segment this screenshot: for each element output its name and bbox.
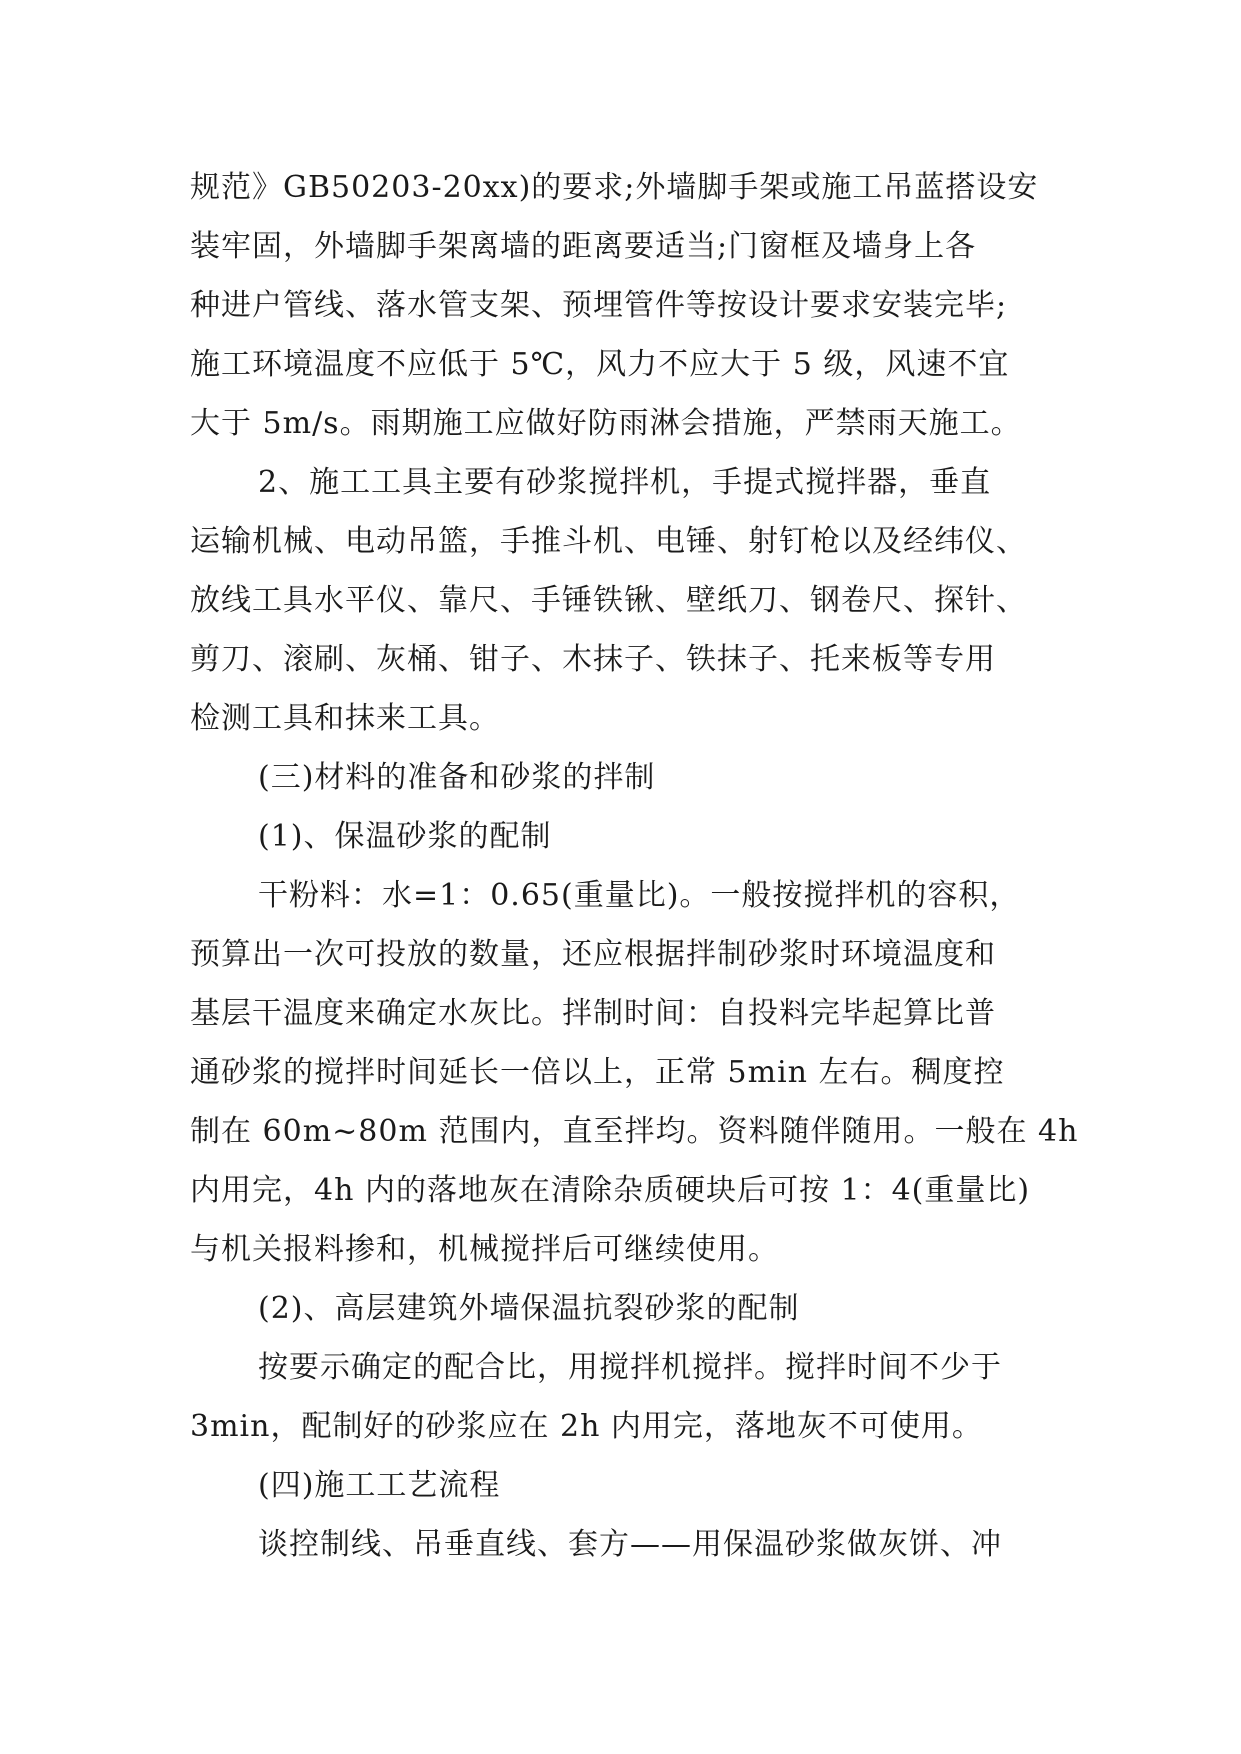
document-line: 运输机械、电动吊篮，手推斗机、电锤、射钉枪以及经纬仪、 xyxy=(190,524,1027,559)
document-line: 2、施工工具主要有砂浆搅拌机，手提式搅拌器，垂直 xyxy=(258,465,992,500)
document-line: 施工环境温度不应低于 5℃，风力不应大于 5 级，风速不宜 xyxy=(190,347,1010,382)
document-line: 按要示确定的配合比，用搅拌机搅拌。搅拌时间不少于 xyxy=(258,1350,1002,1385)
document-line: 通砂浆的搅拌时间延长一倍以上，正常 5min 左右。稠度控 xyxy=(190,1055,1005,1090)
document-line: 放线工具水平仪、靠尺、手锤铁锹、壁纸刀、钢卷尺、探针、 xyxy=(190,583,1027,618)
document-line: (三)材料的准备和砂浆的拌制 xyxy=(258,760,656,795)
document-body xyxy=(190,158,1079,1574)
document-line: (四)施工工艺流程 xyxy=(258,1468,501,1503)
document-line: 预算出一次可投放的数量，还应根据拌制砂浆时环境温度和 xyxy=(190,937,996,972)
document-line: 制在 60m~80m 范围内，直至拌均。资料随伴随用。一般在 4h xyxy=(190,1114,1079,1149)
document-line: 种进户管线、落水管支架、预埋管件等按设计要求安装完毕; xyxy=(190,288,1008,323)
document-line: 谈控制线、吊垂直线、套方——用保温砂浆做灰饼、冲 xyxy=(258,1527,1002,1562)
document-line: 装牢固，外墙脚手架离墙的距离要适当;门窗框及墙身上各 xyxy=(190,229,977,264)
document-line: 大于 5m/s。雨期施工应做好防雨淋会措施，严禁雨天施工。 xyxy=(190,406,1022,441)
document-line: 规范》GB50203-20xx)的要求;外墙脚手架或施工吊蓝搭设安 xyxy=(190,170,1039,205)
document-line: 检测工具和抹来工具。 xyxy=(190,701,500,736)
document-line: 基层干温度来确定水灰比。拌制时间：自投料完毕起算比普 xyxy=(190,996,996,1031)
document-line: (1)、保温砂浆的配制 xyxy=(258,819,552,854)
document-line: 内用完，4h 内的落地灰在清除杂质硬块后可按 1：4(重量比) xyxy=(190,1173,1031,1208)
document-line: (2)、高层建筑外墙保温抗裂砂浆的配制 xyxy=(258,1291,800,1326)
document-line: 干粉料：水=1：0.65(重量比)。一般按搅拌机的容积， xyxy=(258,878,1021,913)
document-line: 3min，配制好的砂浆应在 2h 内用完，落地灰不可使用。 xyxy=(190,1409,983,1444)
document-line: 与机关报料掺和，机械搅拌后可继续使用。 xyxy=(190,1232,779,1267)
document-line: 剪刀、滚刷、灰桶、钳子、木抹子、铁抹子、托来板等专用 xyxy=(190,642,996,677)
